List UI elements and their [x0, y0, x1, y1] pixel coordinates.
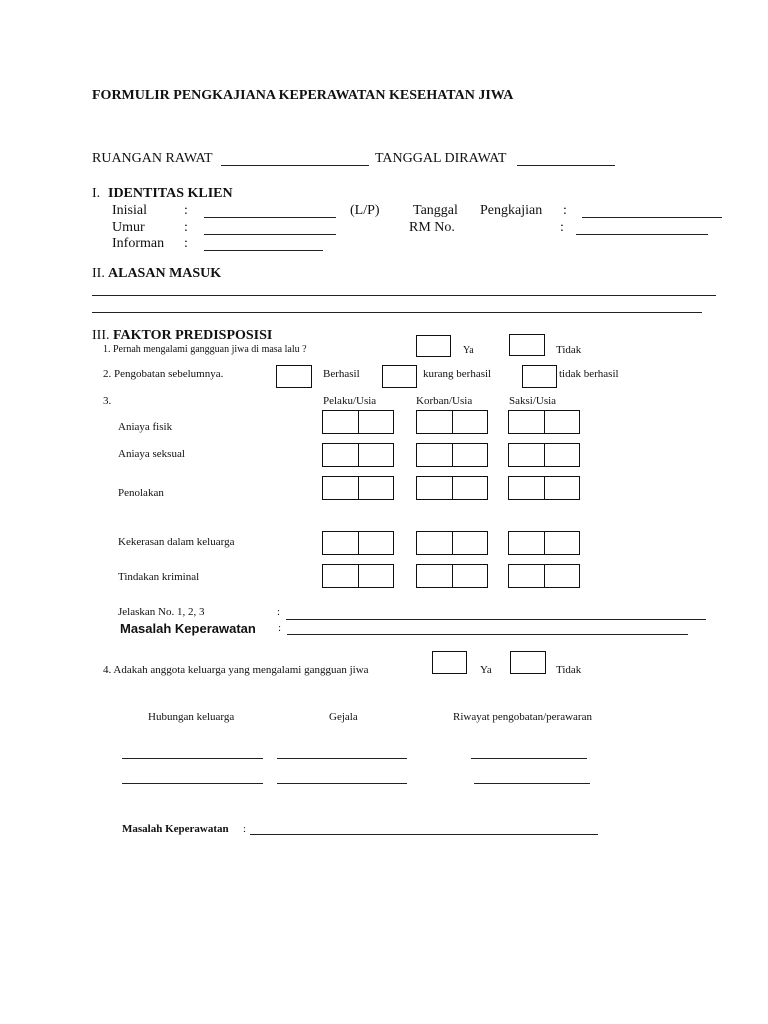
jelaskan-field[interactable] [286, 619, 706, 620]
col-korban-usia: Korban/Usia [416, 395, 473, 407]
question-3: 3. [103, 395, 112, 407]
section-number-2: II. [92, 266, 105, 281]
jelaskan-label: Jelaskan No. 1, 2, 3 [118, 606, 205, 618]
ruangan-rawat-field[interactable] [221, 165, 369, 166]
question-4: 4. Adakah anggota keluarga yang mengalami gangguan jiwa [103, 664, 369, 676]
korban-usia-box[interactable] [416, 410, 488, 434]
q2-tidak-berhasil-label: tidak berhasil [559, 368, 619, 380]
tanggal-dirawat-field[interactable] [517, 165, 615, 166]
colon: : [278, 622, 282, 634]
umur-label: Umur [112, 220, 145, 235]
section-number-3: III. [92, 328, 110, 343]
ruangan-rawat-label: RUANGAN RAWAT [92, 151, 213, 166]
alasan-masuk-heading: ALASAN MASUK [108, 266, 222, 281]
colon: : [243, 823, 247, 835]
pelaku-usia-box[interactable] [322, 443, 394, 467]
col-riwayat-pengobatan: Riwayat pengobatan/perawaran [453, 711, 592, 723]
q2-kurang-berhasil-checkbox[interactable] [382, 365, 417, 388]
korban-usia-box[interactable] [416, 443, 488, 467]
informan-label: Informan [112, 236, 165, 251]
korban-usia-box[interactable] [416, 476, 488, 500]
umur-field[interactable] [204, 234, 336, 235]
alasan-masuk-line-2[interactable] [92, 312, 702, 313]
q2-kurang-berhasil-label: kurang berhasil [423, 368, 492, 380]
q1-ya-label: Ya [463, 345, 474, 356]
korban-usia-box[interactable] [416, 531, 488, 555]
inisial-label: Inisial [112, 203, 147, 218]
colon: : [277, 606, 281, 618]
row-label: Kekerasan dalam keluarga [118, 536, 235, 548]
informan-field[interactable] [204, 250, 323, 251]
q2-berhasil-checkbox[interactable] [276, 365, 312, 388]
col-saksi-usia: Saksi/Usia [509, 395, 557, 407]
inisial-field[interactable] [204, 217, 336, 218]
masalah-keperawatan-field[interactable] [287, 634, 688, 635]
riwayat-field[interactable] [471, 758, 587, 759]
pelaku-usia-box[interactable] [322, 476, 394, 500]
colon: : [184, 236, 188, 251]
pengkajian-label: Pengkajian [480, 203, 543, 218]
saksi-usia-box[interactable] [508, 443, 580, 467]
masalah-keperawatan-label-2: Masalah Keperawatan [122, 823, 229, 835]
row-label: Penolakan [118, 487, 164, 499]
rm-no-label: RM No. [409, 220, 455, 235]
identitas-heading: IDENTITAS KLIEN [108, 186, 233, 201]
q4-tidak-label: Tidak [556, 664, 582, 676]
saksi-usia-box[interactable] [508, 476, 580, 500]
masalah-keperawatan-field-2[interactable] [250, 834, 598, 835]
gejala-field[interactable] [277, 758, 407, 759]
question-2: 2. Pengobatan sebelumnya. [103, 368, 224, 380]
colon: : [560, 220, 564, 235]
pelaku-usia-box[interactable] [322, 531, 394, 555]
colon: : [184, 220, 188, 235]
row-label: Tindakan kriminal [118, 571, 200, 583]
saksi-usia-box[interactable] [508, 531, 580, 555]
tanggal-dirawat-label: TANGGAL DIRAWAT [375, 151, 507, 166]
masalah-keperawatan-label: Masalah Keperawatan [120, 621, 256, 636]
colon: : [563, 203, 567, 218]
riwayat-field[interactable] [474, 783, 590, 784]
hubungan-field[interactable] [122, 783, 263, 784]
col-gejala: Gejala [329, 711, 358, 723]
korban-usia-box[interactable] [416, 564, 488, 588]
question-1: 1. Pernah mengalami gangguan jiwa di masa lalu ? [103, 344, 307, 355]
col-pelaku-usia: Pelaku/Usia [323, 395, 377, 407]
tanggal-label: Tanggal [413, 203, 458, 218]
q4-ya-label: Ya [480, 664, 492, 676]
q1-tidak-label: Tidak [556, 344, 582, 356]
q1-ya-checkbox[interactable] [416, 335, 451, 357]
rm-no-field[interactable] [576, 234, 708, 235]
tanggal-pengkajian-field[interactable] [582, 217, 722, 218]
col-hubungan-keluarga: Hubungan keluarga [148, 711, 235, 723]
colon: : [184, 203, 188, 218]
faktor-predisposisi-heading: FAKTOR PREDISPOSISI [113, 328, 273, 343]
pelaku-usia-box[interactable] [322, 410, 394, 434]
alasan-masuk-line-1[interactable] [92, 295, 716, 296]
gejala-field[interactable] [277, 783, 407, 784]
row-label: Aniaya fisik [118, 421, 173, 433]
lp-label: (L/P) [350, 203, 380, 218]
row-label: Aniaya seksual [118, 448, 185, 460]
q2-tidak-berhasil-checkbox[interactable] [522, 365, 557, 388]
hubungan-field[interactable] [122, 758, 263, 759]
saksi-usia-box[interactable] [508, 564, 580, 588]
saksi-usia-box[interactable] [508, 410, 580, 434]
q1-tidak-checkbox[interactable] [509, 334, 545, 356]
q2-berhasil-label: Berhasil [323, 368, 360, 380]
q4-tidak-checkbox[interactable] [510, 651, 546, 674]
pelaku-usia-box[interactable] [322, 564, 394, 588]
page-title: FORMULIR PENGKAJIANA KEPERAWATAN KESEHATAN JIWA [92, 88, 514, 103]
section-number-1: I. [92, 186, 101, 201]
q4-ya-checkbox[interactable] [432, 651, 467, 674]
